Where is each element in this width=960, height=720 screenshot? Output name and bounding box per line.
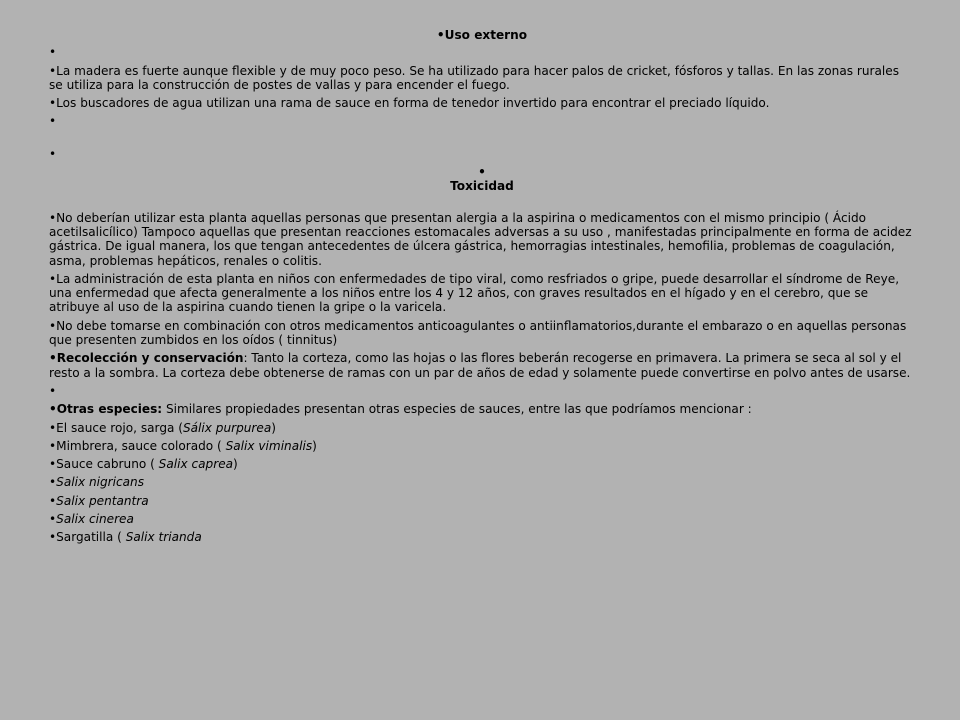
species-latin-name: Salix pentantra (56, 493, 149, 508)
species-item (49, 494, 915, 508)
empty-bullet: • (49, 383, 57, 398)
species-latin-name: Salix cinerea (56, 512, 134, 527)
species-latin-name: Salix caprea (158, 457, 234, 472)
species-suffix: ) (312, 438, 317, 453)
bullet-water-dowsing: •Los buscadores de agua utilizan una rama de sauce en forma de tenedor invertido para encontrar el preciado líquido. (49, 96, 770, 111)
species-prefix: •El sauce rojo, sarga ( (49, 420, 183, 435)
species-latin-name: Salix trianda (125, 530, 202, 545)
species-item (49, 530, 915, 544)
bullet-allergy-warning: •No deberían utilizar esta planta aquellas personas que presentan alergia a la aspirina o medicamentos con el mismo principio ( Ácido acetilsalicílico) Tampoco aquellas que presentan reacciones estomacales adversas a su uso , manifestadas principalmente en forma de acidez gástrica. De igual manera, los que tengan antecedentes de úlcera gástrica, hemorragias intestinales, hemofilia, problemas de coagulación, asma, problemas hepáticos, renales o colitis. (49, 210, 912, 268)
species-item (49, 439, 915, 453)
species-suffix: ) (233, 457, 238, 472)
species-suffix: ) (271, 420, 276, 435)
other-species-text: Similares propiedades presentan otras especies de sauces, entre las que podríamos mencionar : (162, 402, 752, 417)
empty-bullet: • (49, 146, 57, 161)
species-prefix: •Sauce cabruno ( (49, 457, 159, 472)
species-prefix: • (49, 512, 57, 527)
bullet-collection (49, 351, 915, 380)
species-item (49, 421, 915, 435)
species-item (49, 512, 915, 526)
collection-text: : Tanto la corteza, como las hojas o las flores beberán recogerse en primavera. La primera se seca al sol y el resto a la sombra. La corteza debe obtenerse de ramas con un par de años de edad y solamente puede convertirse en polvo antes de usarse. (49, 351, 911, 380)
species-prefix: • (49, 475, 57, 490)
empty-bullet: • (49, 114, 57, 129)
species-prefix: • (49, 493, 57, 508)
bullet-anticoagulant-warning: •No debe tomarse en combinación con otros medicamentos anticoagulantes o antiinflamatorios,durante el embarazo o en aquellas personas que presenten zumbidos en los oídos ( tinnitus) (49, 318, 907, 348)
species-item (49, 457, 915, 471)
other-species-label: •Otras especies: (49, 402, 163, 417)
species-prefix: •Mimbrera, sauce colorado ( (49, 438, 226, 453)
species-latin-name: Salix viminalis (225, 438, 313, 453)
species-list (49, 421, 915, 545)
heading-uso-externo: •Uso externo (436, 28, 528, 42)
species-prefix: •Sargatilla ( (49, 530, 126, 545)
bullet-children-warning: •La administración de esta planta en niños con enfermedades de tipo viral, como resfriados o gripe, puede desarrollar el síndrome de Reye, una enfermedad que afecta generalmente a los niños entre los 4 y 12 años, con graves resultados en el hígado y en el cerebro, que se atribuye al uso de la aspirina cuando tienen la gripe o la varicela. (49, 271, 900, 315)
collection-label: •Recolección y conservación (49, 351, 244, 366)
bullet-wood-uses: •La madera es fuerte aunque flexible y de muy poco peso. Se ha utilizado para hacer palos de cricket, fósforos y tallas. En las zonas rurales se utiliza para la construcción de postes de vallas y para encender el fuego. (49, 63, 899, 92)
heading-toxicidad: Toxicidad (450, 179, 514, 194)
slide-content (49, 0, 915, 545)
species-item (49, 475, 915, 489)
species-latin-name: Sálix purpurea (182, 420, 272, 435)
bullet-other-species (49, 402, 915, 416)
species-latin-name: Salix nigricans (56, 475, 145, 490)
toxicidad-bullet: • (478, 165, 486, 180)
empty-bullet: • (49, 45, 57, 60)
